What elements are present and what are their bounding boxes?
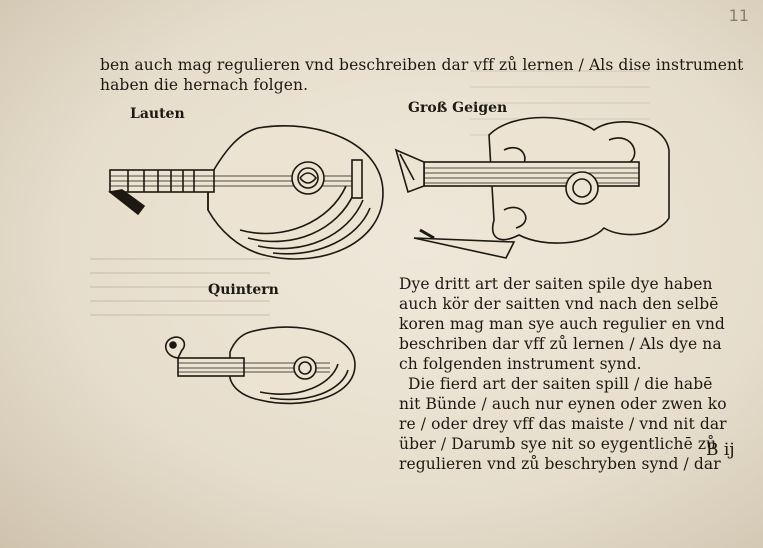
label-quintern: Quintern <box>208 282 279 298</box>
body-line-10: regulieren vnd zů beschryben synd / dar <box>399 455 721 473</box>
viol-woodcut-icon <box>394 110 679 260</box>
body-line-7: nit Bünde / auch nur eynen oder zwen ko <box>399 395 727 413</box>
body-line-9: über / Darumb sye nit so eygentlichē zů <box>399 435 717 453</box>
quintern-woodcut-icon <box>160 320 360 410</box>
body-line-8: re / oder drey vff das maiste / vnd nit dar <box>399 415 727 433</box>
top-line-1: ben auch mag regulieren vnd beschreiben dar vff zů lernen / Als dise instrument <box>100 56 744 74</box>
signature-mark: B ij <box>706 440 735 460</box>
body-line-6: Die fierd art der saiten spill / die habē <box>408 375 713 393</box>
body-line-1: Dye dritt art der saiten spile dye haben <box>399 275 713 293</box>
body-line-4: beschriben dar vff zů lernen / Als dye na <box>399 335 722 353</box>
label-viol: Groß Geigen <box>408 100 508 116</box>
label-lute: Lauten <box>130 106 185 122</box>
body-line-5: ch folgenden instrument synd. <box>399 355 642 373</box>
body-line-3: koren mag man sye auch regulier en vnd <box>399 315 725 333</box>
top-line-2: haben die hernach folgen. <box>100 76 309 94</box>
lute-woodcut-icon <box>108 118 388 268</box>
body-line-2: auch kör der saitten vnd nach den selbē <box>399 295 719 313</box>
folio-number: 11 <box>728 6 749 25</box>
